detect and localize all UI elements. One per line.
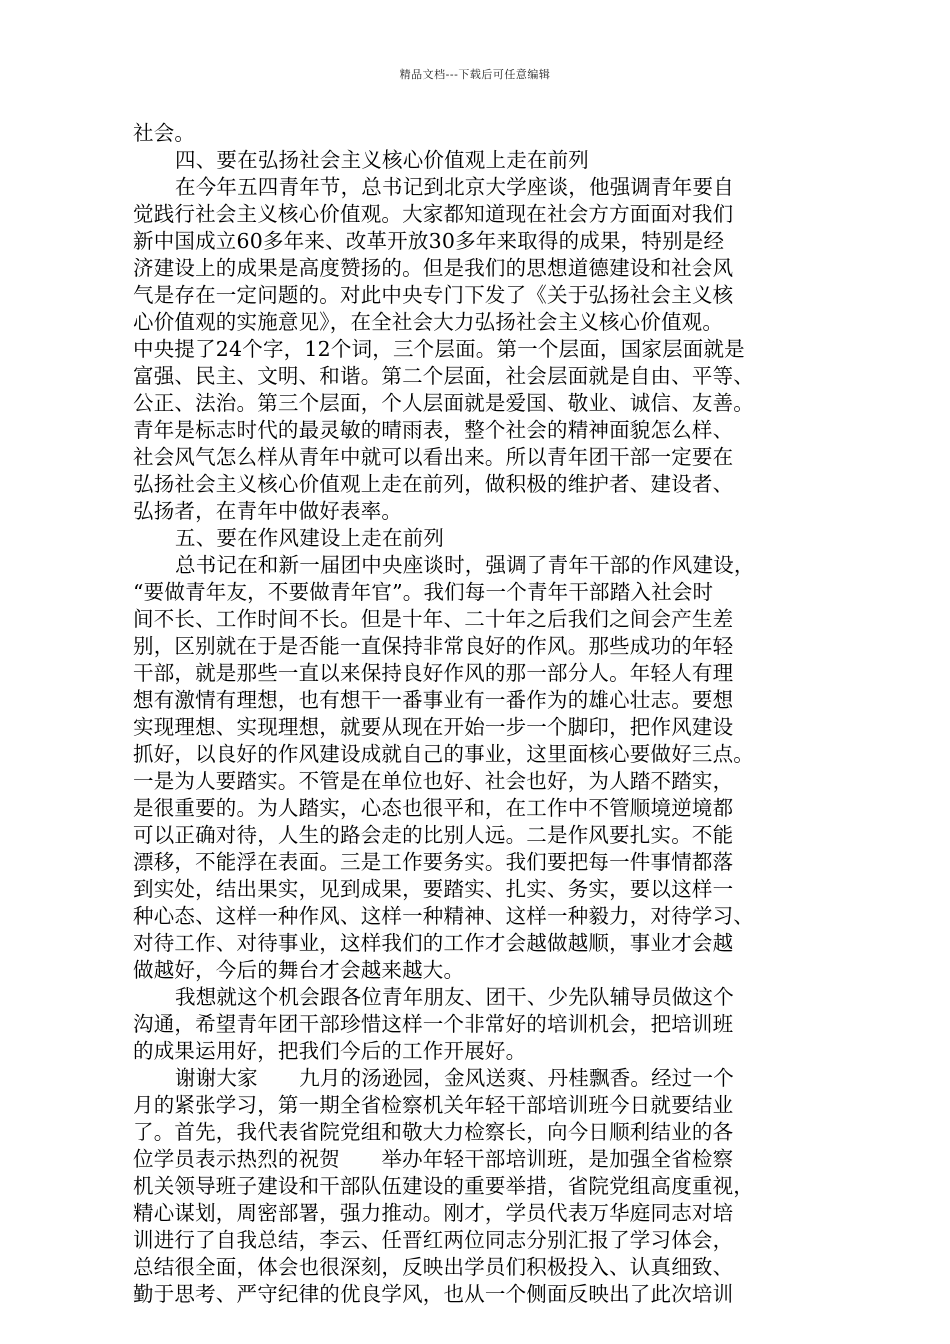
text-line: 到实处，结出果实，见到成果，要踏实、扎实、务实，要以这样一	[133, 877, 734, 901]
text-line: 弘扬者，在青年中做好表率。	[133, 499, 403, 523]
document-body	[133, 120, 825, 1308]
text-line: 想有激情有理想，也有想干一番事业有一番作为的雄心壮志。要想	[133, 688, 734, 712]
text-line: 一是为人要踏实。不管是在单位也好、社会也好，为人踏不踏实，	[133, 769, 734, 793]
page-header: 精品文档---下载后可任意编辑	[399, 68, 551, 81]
text-line: 气是存在一定问题的。对此中央专门下发了《关于弘扬社会主义核	[133, 283, 734, 307]
text-line: 在今年五四青年节，总书记到北京大学座谈，他强调青年要自	[175, 175, 734, 199]
text-line: 训进行了自我总结，李云、任晋红两位同志分别汇报了学习体会，	[133, 1228, 734, 1252]
text-line: 对待工作、对待事业，这样我们的工作才会越做越顺，事业才会越	[133, 931, 734, 955]
text-line: 机关领导班子建设和干部队伍建设的重要举措，省院党组高度重视，	[133, 1174, 754, 1198]
text-line: 社会。	[133, 121, 196, 145]
text-line: 总结很全面，体会也很深刻，反映出学员们积极投入、认真细致、	[133, 1255, 734, 1279]
text-line: 勤于思考、严守纪律的优良学风，也从一个侧面反映出了此次培训	[133, 1282, 734, 1306]
text-line: 抓好，以良好的作风建设成就自己的事业，这里面核心要做好三点。	[133, 742, 754, 766]
text-line: 种心态、这样一种作风、这样一种精神、这样一种毅力，对待学习、	[133, 904, 754, 928]
text-line: 间不长、工作时间不长。但是十年、二十年之后我们之间会产生差	[133, 607, 734, 631]
text-line: 别，区别就在于是否能一直保持非常良好的作风。那些成功的年轻	[133, 634, 734, 658]
text-line: 位学员表示热烈的祝贺 举办年轻干部培训班，是加强全省检察	[133, 1147, 734, 1171]
text-line: 新中国成立60多年来、改革开放30多年来取得的成果，特别是经	[133, 229, 725, 253]
text-line: “要做青年友，不要做青年官”。我们每一个青年干部踏入社会时	[133, 580, 714, 604]
text-line: 干部，就是那些一直以来保持良好作风的那一部分人。年轻人有理	[133, 661, 734, 685]
text-line: 五、要在作风建设上走在前列	[175, 526, 445, 550]
text-line: 弘扬社会主义核心价值观上走在前列，做积极的维护者、建设者、	[133, 472, 734, 496]
text-line: 漂移，不能浮在表面。三是工作要务实。我们要把每一件事情都落	[133, 850, 734, 874]
text-line: 的成果运用好，把我们今后的工作开展好。	[133, 1039, 527, 1063]
text-line: 济建设上的成果是高度赞扬的。但是我们的思想道德建设和社会风	[133, 256, 734, 280]
text-line: 月的紧张学习，第一期全省检察机关年轻干部培训班今日就要结业	[133, 1093, 734, 1117]
text-line: 是很重要的。为人踏实，心态也很平和，在工作中不管顺境逆境都	[133, 796, 734, 820]
text-line: 四、要在弘扬社会主义核心价值观上走在前列	[175, 148, 589, 172]
text-line: 总书记在和新一届团中央座谈时，强调了青年干部的作风建设，	[175, 553, 755, 577]
text-line: 觉践行社会主义核心价值观。大家都知道现在社会方方面面对我们	[133, 202, 734, 226]
text-line: 做越好，今后的舞台才会越来越大。	[133, 958, 465, 982]
text-line: 社会风气怎么样从青年中就可以看出来。所以青年团干部一定要在	[133, 445, 734, 469]
text-line: 富强、民主、文明、和谐。第二个层面，社会层面就是自由、平等、	[133, 364, 754, 388]
text-line: 精心谋划，周密部署，强力推动。刚才，学员代表万华庭同志对培	[133, 1201, 734, 1225]
text-line: 实现理想、实现理想，就要从现在开始一步一个脚印，把作风建设	[133, 715, 734, 739]
text-line: 可以正确对待，人生的路会走的比别人远。二是作风要扎实。不能	[133, 823, 734, 847]
text-line: 了。首先，我代表省院党组和敬大力检察长，向今日顺利结业的各	[133, 1120, 734, 1144]
text-line: 公正、法治。第三个层面，个人层面就是爱国、敬业、诚信、友善。	[133, 391, 754, 415]
text-line: 心价值观的实施意见》，在全社会大力弘扬社会主义核心价值观。	[133, 310, 724, 334]
text-line: 沟通，希望青年团干部珍惜这样一个非常好的培训机会，把培训班	[133, 1012, 734, 1036]
text-line: 青年是标志时代的最灵敏的晴雨表，整个社会的精神面貌怎么样、	[133, 418, 734, 442]
text-line: 我想就这个机会跟各位青年朋友、团干、少先队辅导员做这个	[175, 985, 734, 1009]
text-line: 中央提了24个字，12个词，三个层面。第一个层面，国家层面就是	[133, 337, 745, 361]
text-line: 谢谢大家 九月的汤逊园，金风送爽、丹桂飘香。经过一个	[175, 1066, 734, 1090]
